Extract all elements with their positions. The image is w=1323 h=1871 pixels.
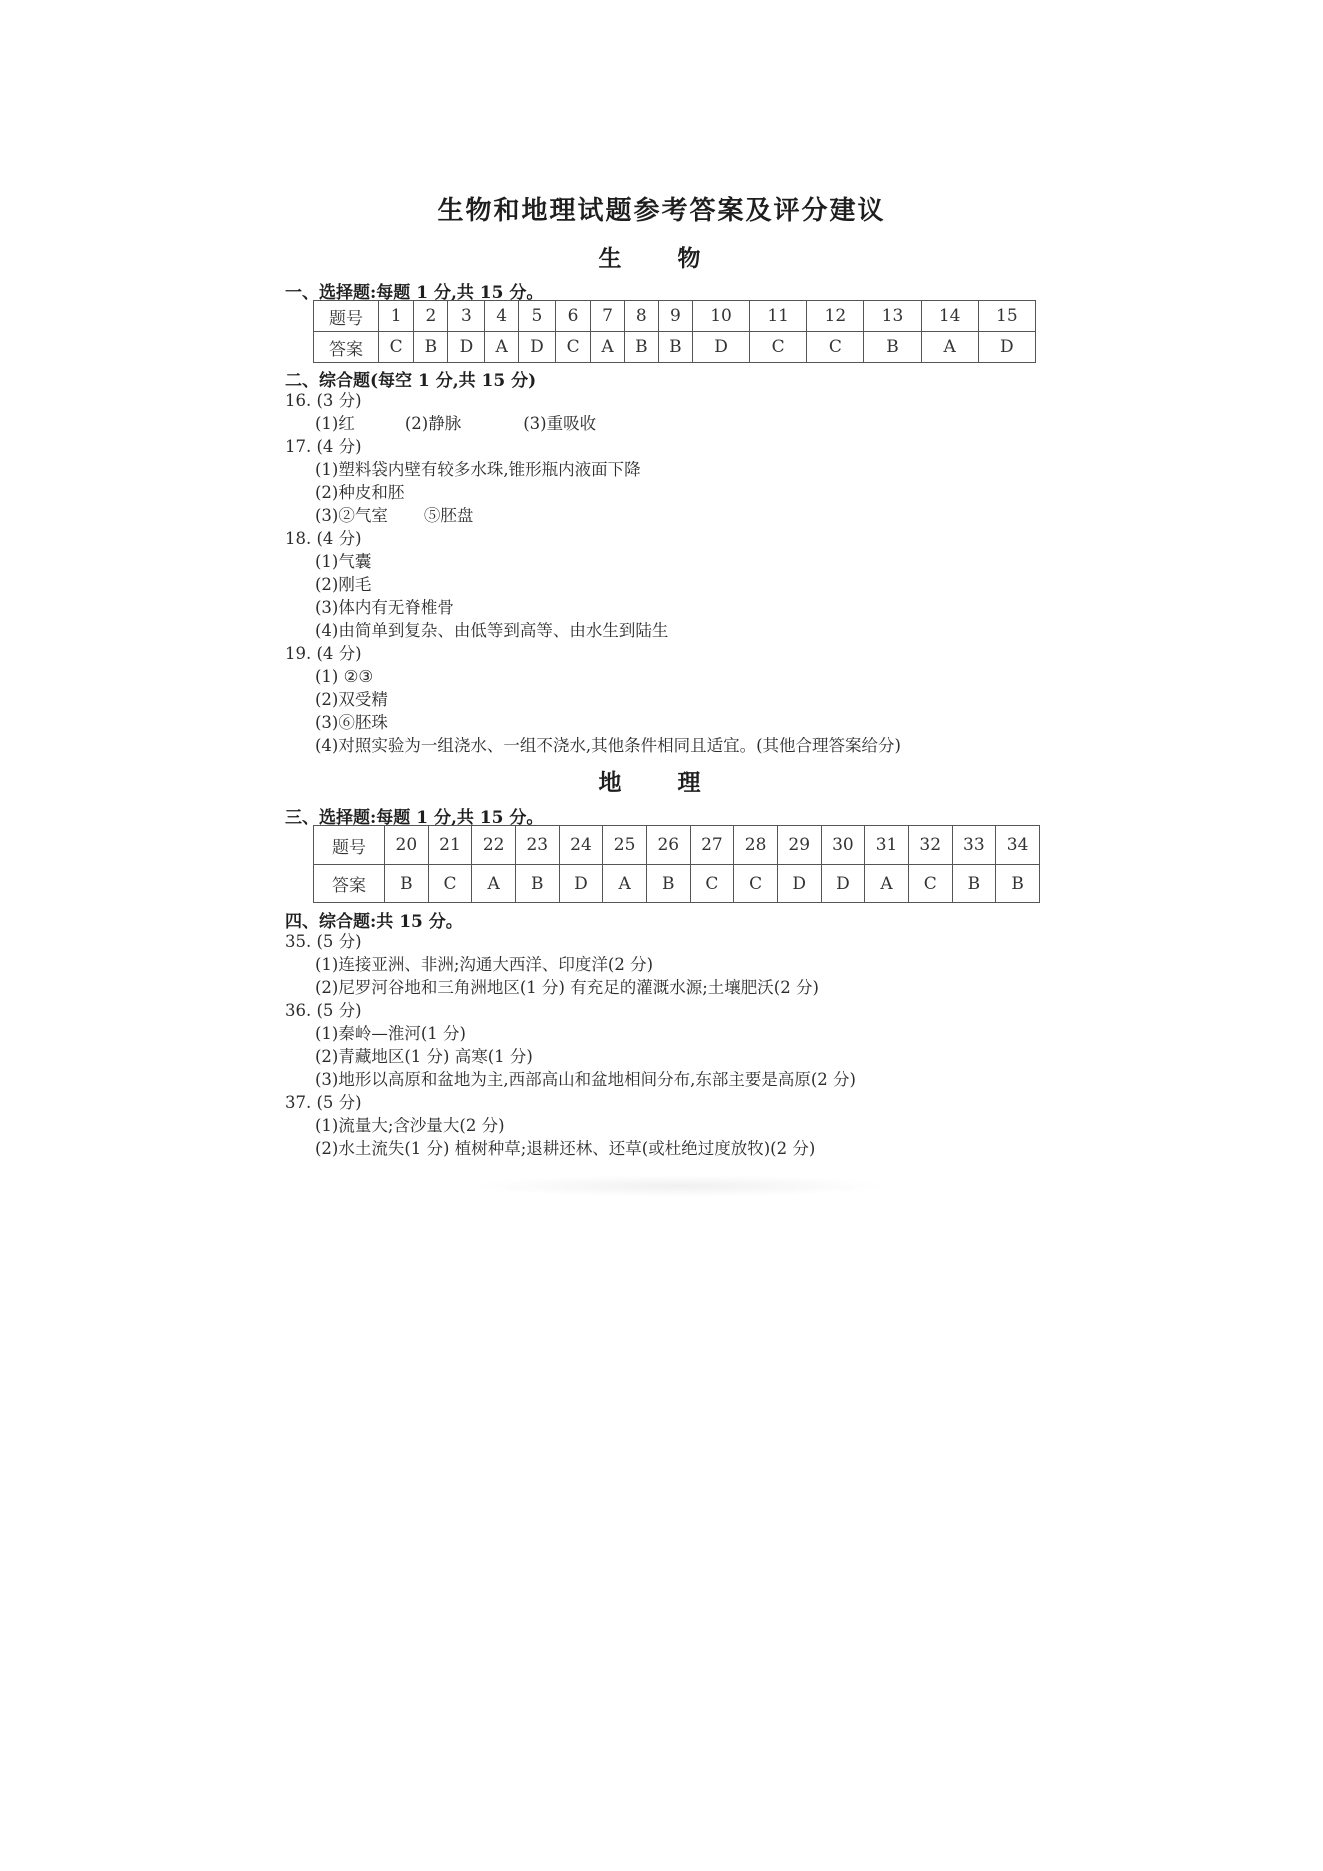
q36-answer-1: (1)秦岭—淮河(1 分)	[315, 1024, 466, 1043]
question-number-cell: 14	[921, 301, 978, 332]
q37-answer-2: (2)水土流失(1 分) 植树种草;退耕还林、还草(或杜绝过度放牧)(2 分)	[315, 1139, 816, 1158]
answer-cell: D	[448, 332, 485, 363]
row-label-answer: 答案	[314, 865, 385, 903]
q17-answer-1: (1)塑料袋内壁有较多水珠,锥形瓶内液面下降	[315, 460, 641, 479]
answer-cell: D	[518, 332, 555, 363]
question-number-cell: 33	[952, 826, 996, 865]
answer-cell: D	[821, 865, 865, 903]
question-number-cell: 11	[750, 301, 807, 332]
answer-cell: B	[996, 865, 1040, 903]
answer-cell: B	[385, 865, 429, 903]
answer-cell: B	[864, 332, 921, 363]
answer-cell: A	[603, 865, 647, 903]
question-number-cell: 27	[690, 826, 734, 865]
question-number-cell: 25	[603, 826, 647, 865]
answer-cell: D	[692, 332, 749, 363]
question-17-label: 17. (4 分)	[285, 437, 362, 456]
q19-answer-3: (3)⑥胚珠	[315, 713, 388, 732]
question-number-cell: 3	[448, 301, 485, 332]
table-row-answers	[314, 332, 1036, 363]
answer-cell: B	[515, 865, 559, 903]
section-heading-3: 三、选择题:每题 1 分,共 15 分。	[285, 808, 544, 828]
question-number-cell: 21	[428, 826, 472, 865]
q17-answer-3a: (3)②气室	[315, 506, 388, 525]
subject-title-biology: 生 物	[598, 245, 725, 272]
answer-cell: B	[658, 332, 692, 363]
q16-answer-3: (3)重吸收	[523, 414, 597, 433]
q36-answer-3: (3)地形以高原和盆地为主,西部高山和盆地相间分布,东部主要是高原(2 分)	[315, 1070, 856, 1089]
question-number-cell: 34	[996, 826, 1040, 865]
answer-cell: C	[379, 332, 414, 363]
question-number-cell: 28	[734, 826, 778, 865]
question-number-cell: 24	[559, 826, 603, 865]
q18-answer-2: (2)刚毛	[315, 575, 372, 594]
q36-answer-2: (2)青藏地区(1 分) 高寒(1 分)	[315, 1047, 533, 1066]
scan-smudge	[470, 1175, 890, 1197]
geography-answer-table	[313, 825, 1040, 903]
table-row-numbers	[314, 301, 1036, 332]
question-number-cell: 23	[515, 826, 559, 865]
question-16-answers	[285, 412, 901, 435]
q19-answer-2: (2)双受精	[315, 690, 388, 709]
question-number-cell: 10	[692, 301, 749, 332]
table-row-answers	[314, 865, 1040, 903]
biology-comprehensive-answers	[285, 389, 901, 757]
answer-cell: D	[978, 332, 1035, 363]
q19-answer-1: (1) ②③	[315, 667, 374, 686]
answer-cell: B	[646, 865, 690, 903]
question-16-label: 16. (3 分)	[285, 391, 362, 410]
q35-answer-1: (1)连接亚洲、非洲;沟通大西洋、印度洋(2 分)	[315, 955, 654, 974]
biology-answer-table	[313, 300, 1036, 363]
question-number-cell: 8	[624, 301, 658, 332]
answer-cell: D	[559, 865, 603, 903]
question-number-cell: 4	[485, 301, 519, 332]
document-title: 生物和地理试题参考答案及评分建议	[437, 196, 886, 226]
section-heading-2: 二、综合题(每空 1 分,共 15 分)	[285, 371, 537, 391]
answer-cell: C	[690, 865, 734, 903]
question-number-cell: 20	[385, 826, 429, 865]
answer-cell: A	[591, 332, 625, 363]
q35-answer-2: (2)尼罗河谷地和三角洲地区(1 分) 有充足的灌溉水源;土壤肥沃(2 分)	[315, 978, 819, 997]
question-number-cell: 22	[472, 826, 516, 865]
answer-cell: C	[750, 332, 807, 363]
question-number-cell: 6	[555, 301, 590, 332]
q18-answer-1: (1)气囊	[315, 552, 372, 571]
answer-cell: B	[952, 865, 996, 903]
answer-cell: A	[485, 332, 519, 363]
q16-answer-1: (1)红	[315, 414, 355, 433]
question-37-label: 37. (5 分)	[285, 1093, 362, 1112]
answer-cell: B	[624, 332, 658, 363]
answer-cell: A	[921, 332, 978, 363]
row-label-question-number: 题号	[314, 301, 379, 332]
question-number-cell: 15	[978, 301, 1035, 332]
geography-comprehensive-answers	[285, 930, 856, 1160]
question-36-label: 36. (5 分)	[285, 1001, 362, 1020]
question-35-label: 35. (5 分)	[285, 932, 362, 951]
question-number-cell: 13	[864, 301, 921, 332]
question-number-cell: 9	[658, 301, 692, 332]
q17-answer-3	[285, 504, 901, 527]
question-number-cell: 2	[414, 301, 448, 332]
question-number-cell: 29	[777, 826, 821, 865]
q17-answer-3b: ⑤胚盘	[423, 506, 474, 525]
answer-cell: C	[908, 865, 952, 903]
q18-answer-4: (4)由简单到复杂、由低等到高等、由水生到陆生	[315, 621, 669, 640]
section-heading-1: 一、选择题:每题 1 分,共 15 分。	[285, 283, 544, 303]
question-18-label: 18. (4 分)	[285, 529, 362, 548]
row-label-answer: 答案	[314, 332, 379, 363]
answer-cell: C	[734, 865, 778, 903]
question-number-cell: 31	[865, 826, 909, 865]
question-19-label: 19. (4 分)	[285, 644, 362, 663]
q18-answer-3: (3)体内有无脊椎骨	[315, 598, 454, 617]
q16-answer-2: (2)静脉	[404, 414, 462, 433]
question-number-cell: 7	[591, 301, 625, 332]
subject-title-geography: 地 理	[598, 769, 725, 796]
question-number-cell: 32	[908, 826, 952, 865]
answer-cell: A	[472, 865, 516, 903]
question-number-cell: 5	[518, 301, 555, 332]
answer-cell: C	[428, 865, 472, 903]
section-heading-4: 四、综合题:共 15 分。	[285, 912, 463, 932]
answer-cell: C	[807, 332, 864, 363]
table-row-numbers	[314, 826, 1040, 865]
question-number-cell: 12	[807, 301, 864, 332]
answer-cell: C	[555, 332, 590, 363]
q37-answer-1: (1)流量大;含沙量大(2 分)	[315, 1116, 505, 1135]
row-label-question-number: 题号	[314, 826, 385, 865]
answer-cell: D	[777, 865, 821, 903]
question-number-cell: 1	[379, 301, 414, 332]
question-number-cell: 30	[821, 826, 865, 865]
answer-cell: B	[414, 332, 448, 363]
answer-cell: A	[865, 865, 909, 903]
q19-answer-4: (4)对照实验为一组浇水、一组不浇水,其他条件相同且适宜。(其他合理答案给分)	[315, 736, 901, 755]
q17-answer-2: (2)种皮和胚	[315, 483, 405, 502]
question-number-cell: 26	[646, 826, 690, 865]
